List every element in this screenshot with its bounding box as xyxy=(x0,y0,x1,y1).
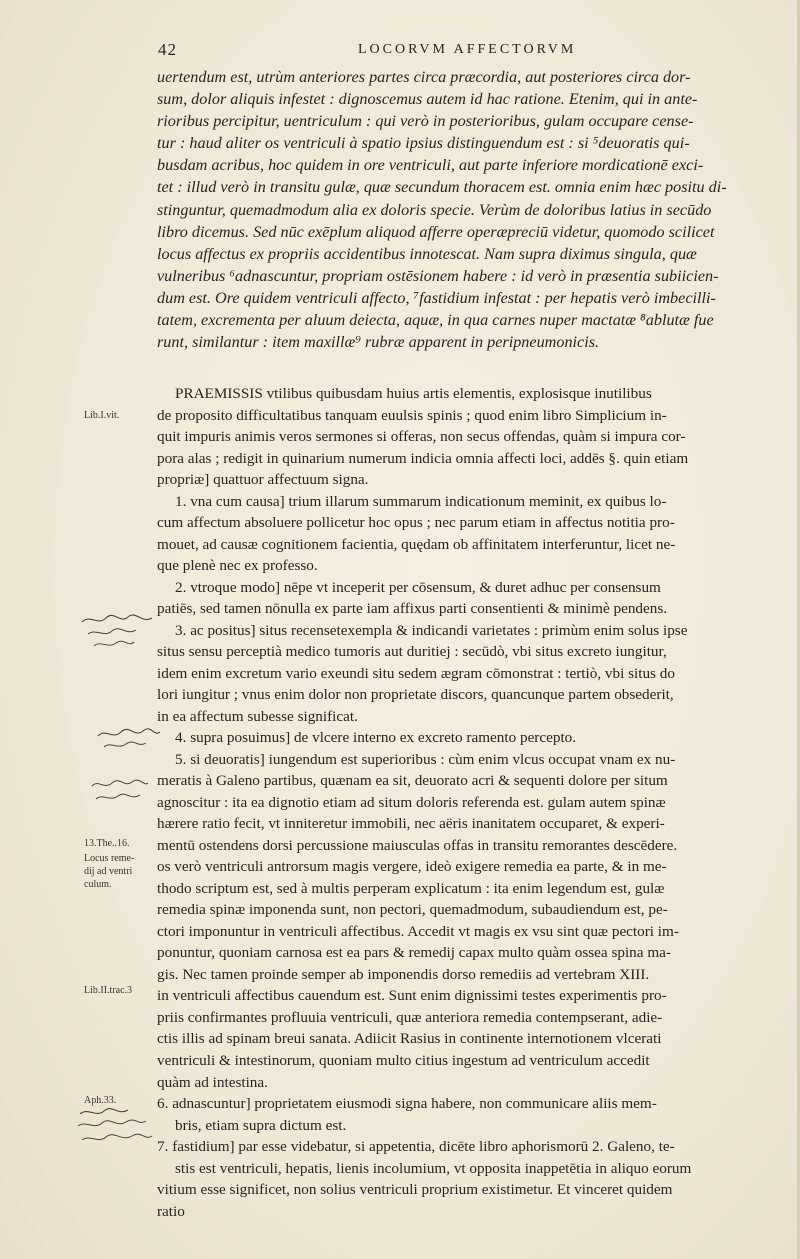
text-line: tur : haud aliter os ventriculi à spatio ipsius distinguendum est : si ⁵deuoratis qui- xyxy=(157,134,690,153)
text-line: situs sensu perceptià medico tumoris aut duritiej : secūdò, vbi situs excreto iungitur, xyxy=(157,643,667,661)
margin-note-line: 13.The..16. xyxy=(84,838,130,849)
handwritten-annotation xyxy=(76,1104,156,1150)
text-line: remedia spinæ imponenda sunt, non pectori, quemadmodum, subaudiendum est, pe- xyxy=(157,901,668,919)
text-line: stis est ventriculi, hepatis, lienis incolumium, vt opposita inappetētia in aliquo eorum xyxy=(175,1159,692,1177)
margin-note-line: dij ad ventri xyxy=(84,866,133,877)
text-line: PRAEMISSIS vtilibus quibusdam huius artis elementis, explosisque inutilibus xyxy=(175,385,652,402)
catchword xyxy=(157,1222,764,1244)
text-line: runt, similantur : item maxillæ⁹ rubræ apparent in peripneumonicis. xyxy=(157,333,600,352)
text-line: 1. vna cum causa] trium illarum summarum indicationum meminit, ex quibus lo- xyxy=(175,492,667,510)
text-line: lori iungitur ; vnus enim dolor non proprietate discors, quancunque partem obsederit, xyxy=(157,686,674,704)
text-line: cum affectum absoluere pollicetur hoc opus ; nec parum etiam in affectus notitia pro- xyxy=(157,514,675,532)
text-line: stinguntur, quemadmodum alia ex doloris specie. Verùm de doloribus latius in secūdo xyxy=(157,200,712,219)
text-line: thodo scriptum est, sed à multis perperam explicatum : ita enim legendum est, gulæ xyxy=(157,879,665,897)
text-line: de proposito difficultatibus tanquam euulsis spinis ; quod enim libro Simplicium in- xyxy=(157,406,667,424)
text-line: ctori imponuntur in ventriculi affectibus. Accedit vt magis ex vsu sint quæ pectori im- xyxy=(157,922,679,940)
text-line: 4. supra posuimus] de vlcere interno ex excreto ramento percepto. xyxy=(175,729,577,747)
text-line: vulneribus ⁶adnascuntur, propriam ostēsionem habere : id verò in præsentia subiicien- xyxy=(157,266,719,285)
text-line: in ea affectum subesse significat. xyxy=(157,707,358,725)
margin-note xyxy=(84,852,154,891)
handwritten-annotation xyxy=(96,726,164,752)
text-line: priis confirmantes profluuia ventriculi, quæ anteriora remedia contempserant, adie- xyxy=(157,1008,663,1026)
text-line: gis. Nec tamen proinde semper ab imponendis dorso remediis ad vertebram XIII. xyxy=(157,965,650,983)
margin-note-line: culum. xyxy=(84,879,112,890)
commentary-text-block xyxy=(157,383,764,1244)
text-line: 7. fastidium] par esse videbatur, si appetentia, dicēte libro aphorismorū 2. Galeno, te- xyxy=(157,1138,675,1156)
text-line: agnoscitur : ita ea dignotio etiam ad situm doloris referenda est. gulam autem spinæ xyxy=(157,793,666,811)
text-line: uertendum est, utrùm anteriores partes circa præcordia, aut posteriores circa dor- xyxy=(157,68,691,86)
text-line: tet : illud verò in transitu gulæ, quæ secundum thoracem est. omnia enim hæc positu di- xyxy=(157,178,727,197)
text-line: mentū ostendens dorsi percussione maiusculas offas in transitu remorantes descēdere. xyxy=(157,836,678,854)
text-line: que plenè nec ex professo. xyxy=(157,557,318,575)
margin-note xyxy=(84,409,154,422)
text-line: sum, dolor aliquis infestet : dignoscemus autem id hac ratione. Etenim, qui in ante- xyxy=(157,90,698,109)
text-line: ponuntur, quoniam carnosa est ea pars & remedij capax multo quàm ossea spina ma- xyxy=(157,944,671,962)
margin-note-line: Lib.I.vit. xyxy=(84,410,120,421)
handwritten-annotation xyxy=(90,776,152,806)
folio-number: 42 xyxy=(158,40,177,59)
text-line: ratio xyxy=(157,1202,185,1220)
text-line: in ventriculi affectibus cauendum est. Sunt enim dignissimi testes experimentis pro- xyxy=(157,987,667,1005)
running-head: LOCORVM AFFECTORVM xyxy=(358,42,577,57)
margin-note-line: Lib.II.trac.3 xyxy=(84,985,133,996)
text-line: 5. si deuoratis] iungendum est superioribus : cùm enim vlcus occupat vnam ex nu- xyxy=(175,750,676,768)
text-line: libro dicemus. Sed nūc exēplum aliquod afferre operæpreciū videtur, quomodo scilicet xyxy=(157,222,715,241)
text-line: bris, etiam supra dictum est. xyxy=(175,1116,347,1134)
text-line: meratis à Galeno partibus, quænam ea sit, deuorato acri & sequenti dolore per situm xyxy=(157,772,668,790)
margin-note-line: Aph.33. xyxy=(84,1095,117,1106)
text-line: ventriculi & intestinorum, quoniam multo citius ingestum ad ventriculum accedit xyxy=(157,1051,650,1069)
text-line: dum est. Ore quidem ventriculi affecto, ⁷fastidium infestat : per hepatis verò imbecilli- xyxy=(157,288,716,307)
text-line: vitium esse significet, non solius ventriculi proprium existimetur. Et vinceret quidem xyxy=(157,1181,673,1199)
text-line: 3. ac positus] situs recensetexempla & indicandi varietates : primùm enim solus ipse xyxy=(175,621,688,639)
text-line: locus affectus ex propriis accidentibus innotescat. Nam supra diximus singula, quæ xyxy=(157,244,697,263)
text-line: propriæ] quattuor affectuum signa. xyxy=(157,471,369,489)
text-line: os verò ventriculi antrorsum magis vergere, ideò exigere remedia ea parte, & in me- xyxy=(157,858,667,876)
margin-note xyxy=(84,984,154,997)
text-line: idem enim excretum vario exeundi situ sedem ægram cōmonstrat : tertiò, vbi situs do xyxy=(157,664,675,682)
text-line: ctis illis ad spinam breui sanata. Adiicit Rasius in continente internotionem vlcerati xyxy=(157,1030,662,1048)
text-line: mouet, ad causæ cognitionem facientia, quędam ob affinitatem interferuntur, licet ne- xyxy=(157,535,676,553)
text-line: busdam acribus, hoc quidem in ore ventriculi, aut parte inferiore mordicationē exci- xyxy=(157,156,704,175)
text-line: quàm ad intestina. xyxy=(157,1073,268,1091)
text-line: 2. vtroque modo] nēpe vt inceperit per cōsensum, & duret adhuc per consensum xyxy=(175,578,661,596)
text-line: patiēs, sed tamen nōnulla ex parte iam affixus parti consentienti & minimè pendens. xyxy=(157,600,668,618)
margin-note-line: Locus reme- xyxy=(84,853,135,864)
handwritten-annotation xyxy=(80,612,156,654)
text-line: pora alas ; redigit in quinarium numerum indicia omnia affecti loci, addēs §. quin etiam xyxy=(157,449,689,467)
text-line: tatem, excrementa per aluum deiecta, aquæ, in qua carnes nuper mactatæ ⁸ablutæ fue xyxy=(157,311,714,330)
italic-text-block xyxy=(157,66,764,353)
text-line: hærere ratio fecit, vt inniteretur immobili, nec aëris inanitatem occuparet, & experi- xyxy=(157,815,665,833)
text-line: quit impuris animis veros sermones si offeras, non secus offendas, quàm si impura cor- xyxy=(157,428,686,446)
text-line: rioribus percipitur, uentriculum : qui verò in posterioribus, gulam occupare cense- xyxy=(157,112,694,131)
margin-note xyxy=(84,837,154,850)
page-header xyxy=(158,40,768,62)
text-line: 6. adnascuntur] proprietatem eiusmodi signa habere, non communicare aliis mem- xyxy=(157,1095,657,1113)
